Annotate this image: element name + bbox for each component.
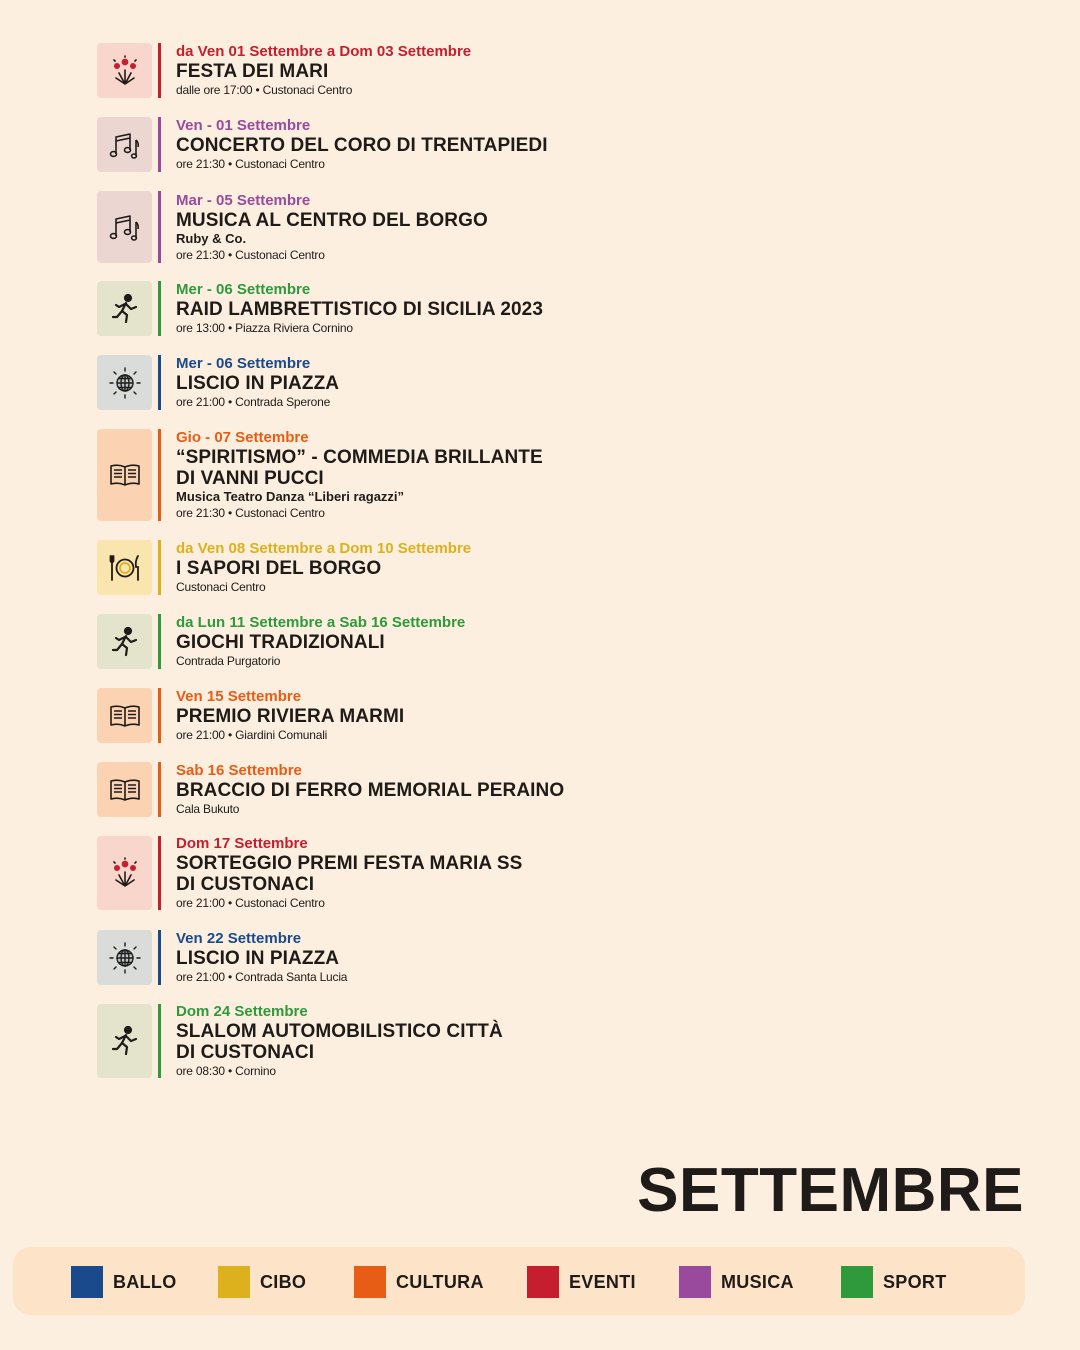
open-book-icon — [108, 699, 142, 733]
event-date: da Lun 11 Settembre a Sab 16 Settembre — [176, 614, 466, 631]
legend-item-sport — [841, 1266, 947, 1298]
music-note-icon — [108, 210, 142, 244]
event-icon-box — [97, 930, 152, 985]
event-icon-box — [97, 836, 152, 910]
event-icon-box — [97, 429, 152, 521]
event-icon-box — [97, 762, 152, 817]
event-text — [176, 614, 465, 669]
event-title: BRACCIO DI FERRO MEMORIAL PERAINO — [176, 780, 565, 801]
event-date: Ven 22 Settembre — [176, 930, 302, 947]
event-text — [176, 540, 471, 595]
legend-label-musica: MUSICA — [721, 1271, 794, 1292]
event-item — [97, 429, 797, 521]
legend-swatch-cibo — [218, 1266, 250, 1298]
event-text — [176, 1004, 503, 1078]
legend-item-cibo — [218, 1266, 306, 1298]
event-date: Sab 16 Settembre — [176, 762, 302, 779]
event-icon-box — [97, 614, 152, 669]
event-date: Mer - 06 Settembre — [176, 281, 311, 298]
category-bar — [158, 836, 161, 910]
legend-item-musica — [679, 1266, 794, 1298]
event-date: Ven 15 Settembre — [176, 688, 302, 705]
event-info: ore 21:00 • Contrada Sperone — [176, 395, 331, 409]
legend-swatch-ballo — [71, 1266, 103, 1298]
event-item — [97, 540, 797, 595]
event-item — [97, 836, 797, 910]
category-bar — [158, 191, 161, 263]
event-info: ore 21:00 • Giardini Comunali — [176, 728, 328, 742]
legend-item-cultura — [354, 1266, 484, 1298]
event-date: Dom 17 Settembre — [176, 835, 308, 852]
legend-label-cultura: CULTURA — [396, 1271, 484, 1292]
legend-label-sport: SPORT — [883, 1271, 947, 1292]
event-text — [176, 281, 543, 336]
category-bar — [158, 281, 161, 336]
category-bar — [158, 614, 161, 669]
event-title: DI CUSTONACI — [176, 874, 315, 895]
event-title: I SAPORI DEL BORGO — [176, 558, 382, 579]
event-icon-box — [97, 688, 152, 743]
event-icon-box — [97, 355, 152, 410]
runner-icon — [108, 1024, 142, 1058]
open-book-icon — [108, 458, 142, 492]
disco-ball-icon — [108, 366, 142, 400]
event-title: MUSICA AL CENTRO DEL BORGO — [176, 209, 488, 231]
event-title: “SPIRITISMO” - COMMEDIA BRILLANTE — [176, 447, 543, 468]
event-info: Contrada Purgatorio — [176, 654, 281, 668]
event-title: GIOCHI TRADIZIONALI — [176, 632, 385, 653]
legend-label-cibo: CIBO — [260, 1271, 307, 1292]
event-text — [176, 688, 404, 743]
event-date: Mer - 06 Settembre — [176, 355, 311, 372]
music-note-icon — [108, 128, 142, 162]
event-title: DI VANNI PUCCI — [176, 468, 324, 489]
event-text — [176, 836, 522, 910]
event-info: ore 21:30 • Custonaci Centro — [176, 157, 325, 171]
event-item — [97, 1004, 797, 1078]
event-date: da Ven 01 Settembre a Dom 03 Settembre — [176, 43, 472, 60]
event-subtitle: Ruby & Co. — [176, 230, 247, 246]
category-bar — [158, 355, 161, 410]
event-date: Mar - 05 Settembre — [176, 191, 311, 209]
event-text — [176, 117, 548, 172]
event-text — [176, 762, 564, 817]
legend-swatch-sport — [841, 1266, 873, 1298]
event-icon-box — [97, 117, 152, 172]
event-icon-box — [97, 540, 152, 595]
category-bar — [158, 117, 161, 172]
event-item — [97, 930, 797, 985]
event-icon-box — [97, 191, 152, 263]
event-date: Dom 24 Settembre — [176, 1003, 308, 1020]
legend-label-ballo: BALLO — [113, 1271, 177, 1292]
event-item — [97, 688, 797, 743]
event-item — [97, 762, 797, 817]
event-item — [97, 281, 797, 336]
event-info: ore 21:30 • Custonaci Centro — [176, 247, 325, 262]
open-book-icon — [108, 773, 142, 807]
event-date: Gio - 07 Settembre — [176, 429, 309, 446]
legend-item-ballo — [71, 1266, 177, 1298]
event-item — [97, 43, 797, 98]
event-item — [97, 117, 797, 172]
event-info: ore 21:00 • Contrada Santa Lucia — [176, 970, 348, 984]
category-bar — [158, 429, 161, 521]
category-bar — [158, 1004, 161, 1078]
event-item — [97, 614, 797, 669]
event-info: dalle ore 17:00 • Custonaci Centro — [176, 83, 353, 97]
event-title: SLALOM AUTOMOBILISTICO CITTÀ — [176, 1021, 503, 1042]
fireworks-icon — [108, 54, 142, 88]
event-title: LISCIO IN PIAZZA — [176, 948, 340, 969]
runner-icon — [108, 292, 142, 326]
event-text — [176, 930, 347, 985]
legend-swatch-cultura — [354, 1266, 386, 1298]
event-date: da Ven 08 Settembre a Dom 10 Settembre — [176, 540, 472, 557]
month-title: SETTEMBRE — [637, 1156, 1024, 1225]
category-legend — [13, 1247, 1025, 1315]
event-text — [176, 43, 471, 98]
event-text — [176, 191, 488, 263]
event-item — [97, 355, 797, 410]
event-title: PREMIO RIVIERA MARMI — [176, 706, 405, 727]
legend-item-eventi — [527, 1266, 636, 1298]
event-title: LISCIO IN PIAZZA — [176, 373, 340, 394]
event-text — [176, 355, 339, 410]
fireworks-icon — [108, 856, 142, 890]
legend-label-eventi: EVENTI — [569, 1271, 636, 1292]
event-title: SORTEGGIO PREMI FESTA MARIA SS — [176, 853, 523, 874]
event-info: ore 13:00 • Piazza Riviera Cornino — [176, 321, 353, 335]
event-info: Cala Bukuto — [176, 802, 240, 816]
event-info: ore 21:00 • Custonaci Centro — [176, 896, 325, 910]
category-bar — [158, 762, 161, 817]
event-info: ore 21:30 • Custonaci Centro — [176, 506, 325, 520]
event-title: DI CUSTONACI — [176, 1042, 315, 1063]
event-info: Custonaci Centro — [176, 580, 266, 594]
event-title: FESTA DEI MARI — [176, 61, 329, 82]
legend-swatch-eventi — [527, 1266, 559, 1298]
category-bar — [158, 688, 161, 743]
plate-cutlery-icon — [108, 551, 142, 585]
event-icon-box — [97, 1004, 152, 1078]
disco-ball-icon — [108, 941, 142, 975]
event-item — [97, 191, 797, 263]
event-icon-box — [97, 281, 152, 336]
legend-swatch-musica — [679, 1266, 711, 1298]
runner-icon — [108, 625, 142, 659]
event-title: CONCERTO DEL CORO DI TRENTAPIEDI — [176, 135, 548, 156]
category-bar — [158, 930, 161, 985]
category-bar — [158, 43, 161, 98]
event-title: RAID LAMBRETTISTICO DI SICILIA 2023 — [176, 299, 543, 320]
event-subtitle: Musica Teatro Danza “Liberi ragazzi” — [176, 489, 405, 504]
event-info: ore 08:30 • Cornino — [176, 1064, 276, 1078]
category-bar — [158, 540, 161, 595]
event-date: Ven - 01 Settembre — [176, 117, 311, 134]
event-icon-box — [97, 43, 152, 98]
event-text — [176, 429, 543, 521]
